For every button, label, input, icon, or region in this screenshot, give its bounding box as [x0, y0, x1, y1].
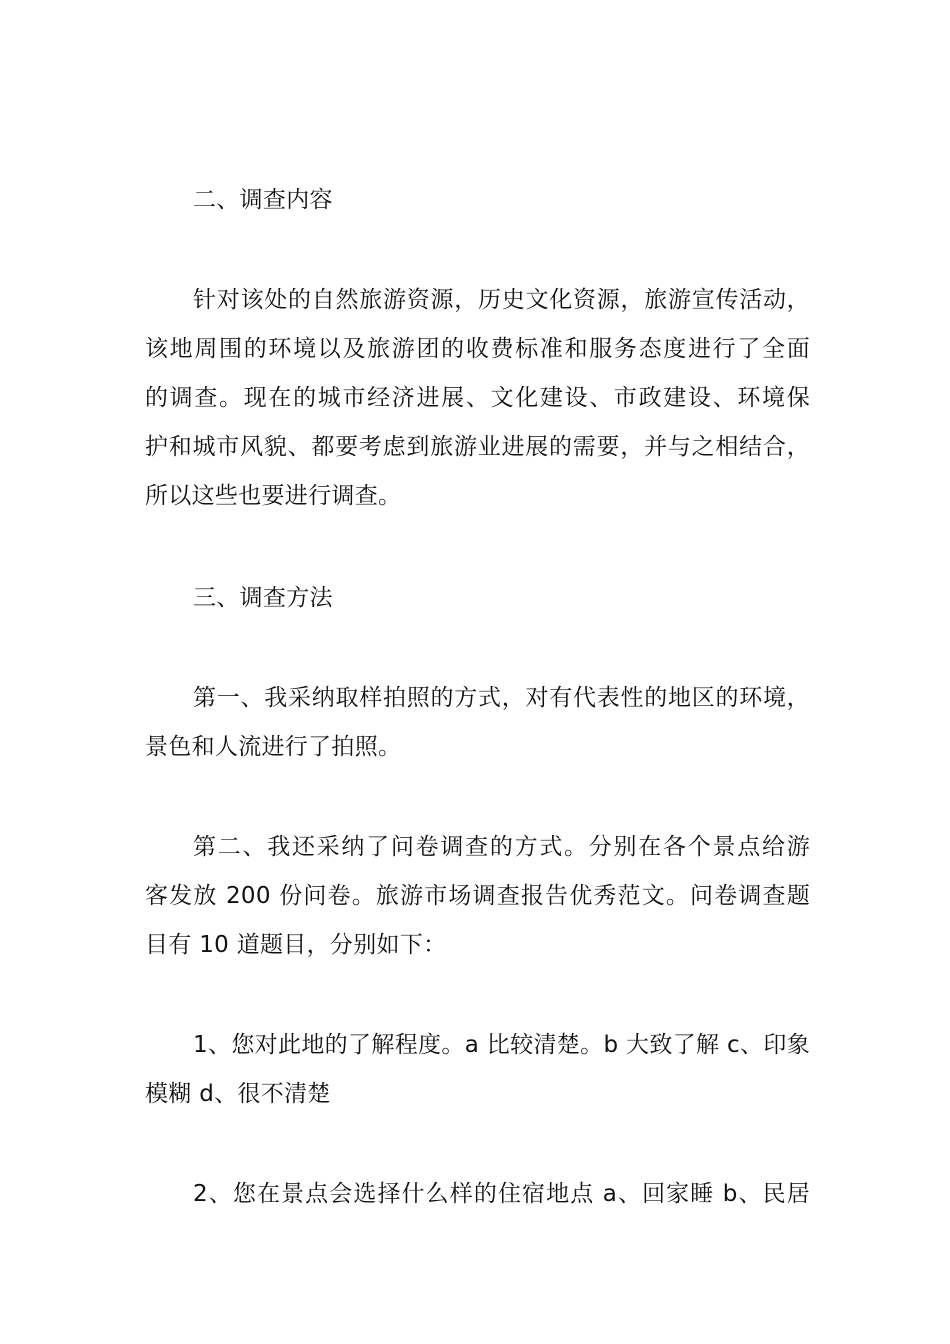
paragraph-line: 护和城市风貌、都要考虑到旅游业进展的需要，并与之相结合，: [145, 434, 810, 460]
paragraph-method-two: [145, 823, 810, 970]
paragraph-line: 针对该处的自然旅游资源，历史文化资源，旅游宣传活动，: [193, 287, 810, 313]
section-heading-survey-method: [145, 574, 810, 623]
heading-text: 二、调查内容: [193, 187, 333, 213]
paragraph-line: 所以这些也要进行调查。: [145, 483, 402, 509]
paragraph-line: 2、您在景点会选择什么样的住宿地点 a、回家睡 b、民居: [193, 1181, 810, 1207]
paragraph-question-one: [145, 1021, 810, 1119]
paragraph-line: 的调查。现在的城市经济进展、文化建设、市政建设、环境保: [145, 385, 810, 411]
paragraph-line: 第二、我还采纳了问卷调查的方式。分别在各个景点给游: [193, 834, 810, 860]
heading-text: 三、调查方法: [193, 585, 333, 611]
paragraph-line: 客发放 200 份问卷。旅游市场调查报告优秀范文。问卷调查题: [145, 883, 810, 909]
paragraph-survey-content: [145, 276, 810, 521]
paragraph-line: 该地周围的环境以及旅游团的收费标准和服务态度进行了全面: [145, 336, 810, 362]
paragraph-line: 1、您对此地的了解程度。a 比较清楚。b 大致了解 c、印象: [193, 1032, 810, 1058]
paragraph-line: 第一、我采纳取样拍照的方式，对有代表性的地区的环境，: [193, 685, 810, 711]
paragraph-question-two: [145, 1170, 810, 1219]
section-heading-survey-content: [145, 176, 810, 225]
paragraph-method-one: [145, 674, 810, 772]
paragraph-line: 目有 10 道题目，分别如下：: [145, 932, 447, 958]
paragraph-line: 模糊 d、很不清楚: [145, 1081, 331, 1107]
paragraph-line: 景色和人流进行了拍照。: [145, 734, 402, 760]
